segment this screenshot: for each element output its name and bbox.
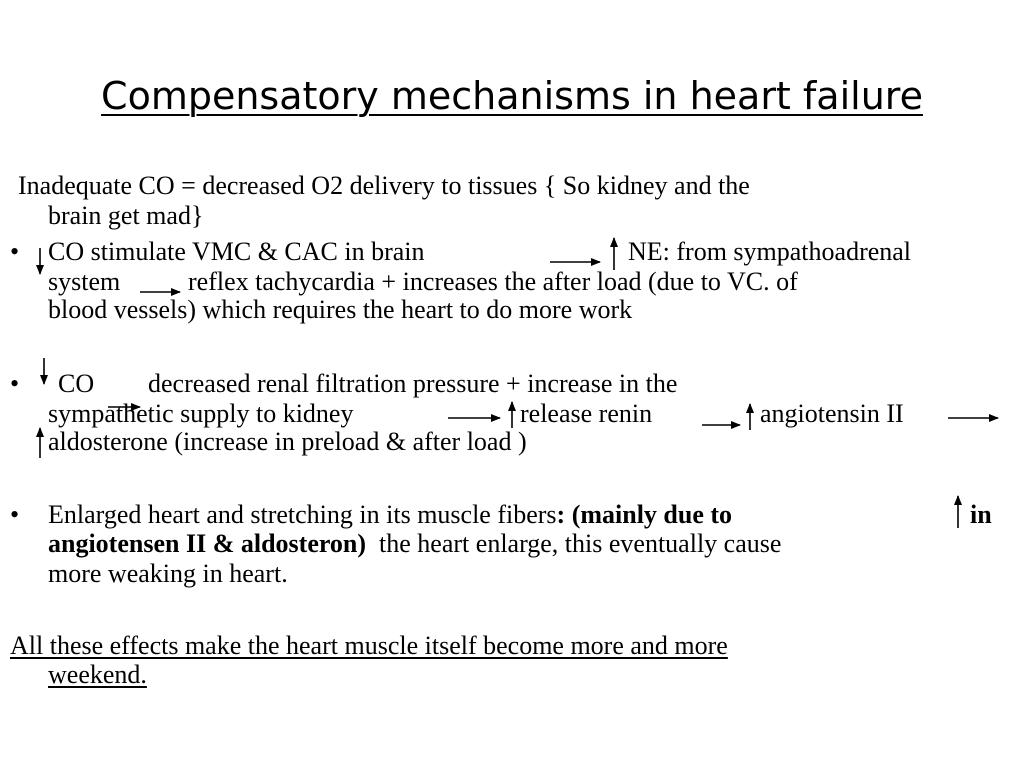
bullet-2-line-2a: sympathetic supply to kidney (48, 399, 354, 428)
bullet-2-line-1a: CO (58, 369, 95, 398)
bullet-3-symbol: • (10, 500, 20, 529)
bullet-1-line-1b: NE: from sympathoadrenal (628, 237, 912, 266)
bullet-1-line-1a: CO stimulate VMC & CAC in brain (48, 237, 425, 266)
bullet-3-line-2: angiotensen II & aldosteron) the heart enlarge, this eventually cause (48, 529, 782, 558)
bullet-3-line-1a: Enlarged heart and stretching in its muscle fibers: (mainly due to (48, 500, 733, 529)
closing-line-2: weekend. (48, 660, 147, 689)
bullet-1-line-3: blood vessels) which requires the heart to do more work (48, 295, 633, 324)
bullet-2-line-1b: decreased renal filtration pressure + increase in the (148, 369, 678, 398)
bullet-2-line-3: aldosterone (increase in preload & after load ) (48, 427, 527, 456)
intro-line-2: brain get mad} (48, 201, 204, 230)
bullet-1-symbol: • (10, 237, 20, 266)
bullet-3-line-1b: in (970, 500, 992, 529)
slide-title: Compensatory mechanisms in heart failure (101, 74, 923, 118)
intro-line-1: Inadequate CO = decreased O2 delivery to tissues { So kidney and the (18, 171, 750, 200)
closing-line-1: All these effects make the heart muscle itself become more and more (10, 631, 728, 660)
bullet-2-symbol: • (10, 369, 20, 398)
bullet-3-line-3: more weaking in heart. (48, 559, 288, 588)
bullet-1-line-2a: system (48, 267, 121, 296)
bullet-1-line-2b: reflex tachycardia + increases the after load (due to VC. of (188, 267, 798, 296)
bullet-2-line-2c: angiotensin II (760, 399, 904, 428)
bullet-2-line-2b: release renin (520, 399, 653, 428)
